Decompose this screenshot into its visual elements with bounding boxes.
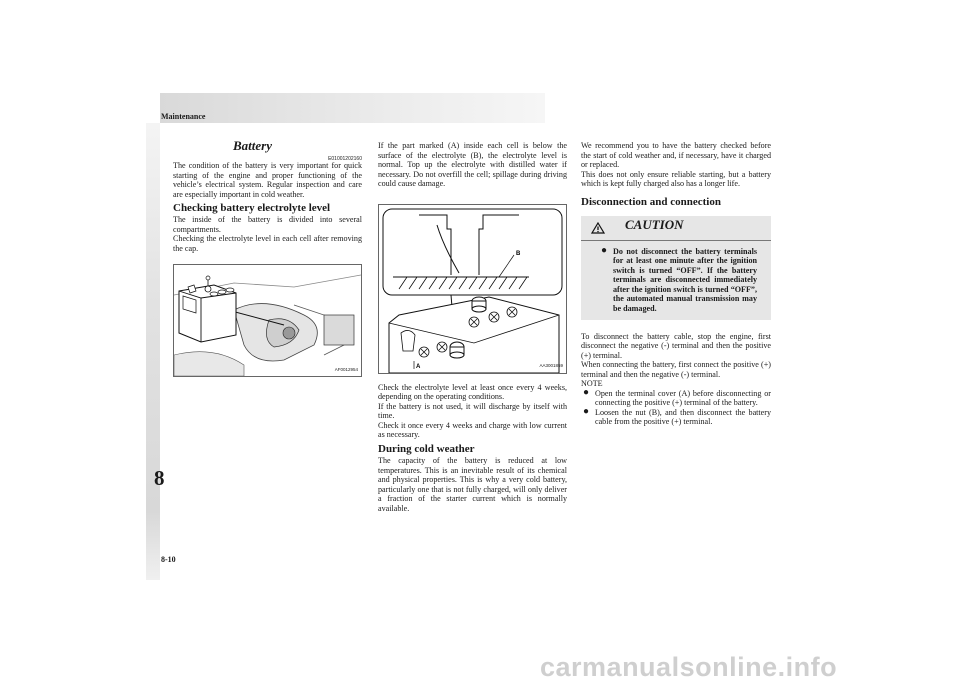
caution-title: CAUTION: [625, 216, 684, 232]
page-number: 8-10: [161, 555, 176, 564]
check-interval-paragraph: Check the electrolyte level at least once every 4 weeks, depending on the operating conditions.: [378, 382, 567, 402]
battery-closeup: [179, 276, 236, 342]
caution-text: Do not disconnect the battery terminals for at least one minute after the ignition switch is turned “OFF”. If the battery terminals are disconnected immediately after the ignition switch is turned “OFF”, the automated manual transmission may be damaged.: [613, 246, 757, 314]
note-text: Loosen the nut (B), and then disconnect the battery cable from the positive (+) terminal.: [595, 407, 771, 427]
heading-cold-weather: During cold weather: [378, 443, 475, 456]
charge-paragraph: Check it once every 4 weeks and charge with low current as necessary.: [378, 420, 567, 440]
section-code: E01001202160: [328, 156, 362, 162]
caution-header: [581, 216, 771, 241]
self-discharge-paragraph: If the battery is not used, it will discharge by itself with time.: [378, 401, 567, 421]
caution-item: [581, 241, 771, 314]
warning-triangle-icon: [591, 222, 605, 234]
figure-2-label: AA3001859: [539, 363, 563, 369]
bullet-icon: ●: [601, 244, 608, 256]
page-title: Battery: [233, 138, 272, 153]
header-band: [160, 93, 545, 123]
longer-life-paragraph: This does not only ensure reliable starting, but a battery which is kept fully charged also has a longer life.: [581, 169, 771, 189]
note-item: [581, 405, 771, 427]
electrolyte-level-figure: [378, 204, 567, 374]
watermark-link[interactable]: carmanualsonline.info: [540, 652, 838, 682]
bullet-icon: ●: [583, 405, 590, 417]
figure-1-label: AF0012954: [334, 366, 358, 372]
engine-bay-illustration: [174, 265, 361, 376]
note-item: [581, 386, 771, 408]
marker-a: A: [416, 363, 421, 370]
intro-paragraph: The condition of the battery is very important for quick starting of the engine and proper functioning of the vehicle’s electrical system. Regular inspection and care are especially important in cold weather.: [173, 161, 362, 199]
chapter-number: 8: [154, 466, 165, 490]
battery-engine-bay-figure: [173, 264, 362, 377]
column-2: [378, 141, 567, 513]
chapter-side-tab: [146, 123, 160, 580]
check-paragraph-2: Checking the electrolyte level in each cell after removing the cap.: [173, 234, 362, 253]
electrolyte-level-paragraph: If the part marked (A) inside each cell is below the surface of the electrolyte (B), the electrolyte level is normal. Top up the electrolyte with distilled water if necessary. Do not overfill the cell; spillage during driving could cause damage.: [378, 141, 567, 189]
cold-weather-paragraph: The capacity of the battery is reduced at low temperatures. This is an inevitable result of its chemical and physical properties. This is why a very cold battery, particularly one that is not fully charged, will only deliver a fraction of the starter current which is normally available.: [378, 456, 567, 513]
section-title: Maintenance: [161, 112, 206, 121]
connect-paragraph: When connecting the battery, first connect the positive (+) terminal and then the negative (-) terminal.: [581, 360, 771, 379]
check-paragraph-1: The inside of the battery is divided into several compartments.: [173, 215, 362, 234]
marker-b: B: [516, 250, 521, 257]
note-label: NOTE: [581, 379, 603, 389]
column-1: [173, 138, 362, 377]
column-3: [581, 141, 771, 427]
heading-checking-electrolyte: Checking battery electrolyte level: [173, 202, 331, 215]
disconnect-paragraph: To disconnect the battery cable, stop the engine, first disconnect the negative (-) terminal and then the positive (+) terminal.: [581, 331, 771, 360]
caution-box: [581, 216, 771, 320]
bullet-icon: ●: [583, 386, 590, 398]
heading-disconnection: Disconnection and connection: [581, 195, 721, 208]
electrolyte-cell-illustration: [379, 205, 566, 373]
note-text: Open the terminal cover (A) before disconnecting or connecting the positive (+) terminal of the battery.: [595, 388, 771, 408]
recommend-paragraph: We recommend you to have the battery checked before the start of cold weather and, if necessary, have it charged or replaced.: [581, 141, 771, 170]
